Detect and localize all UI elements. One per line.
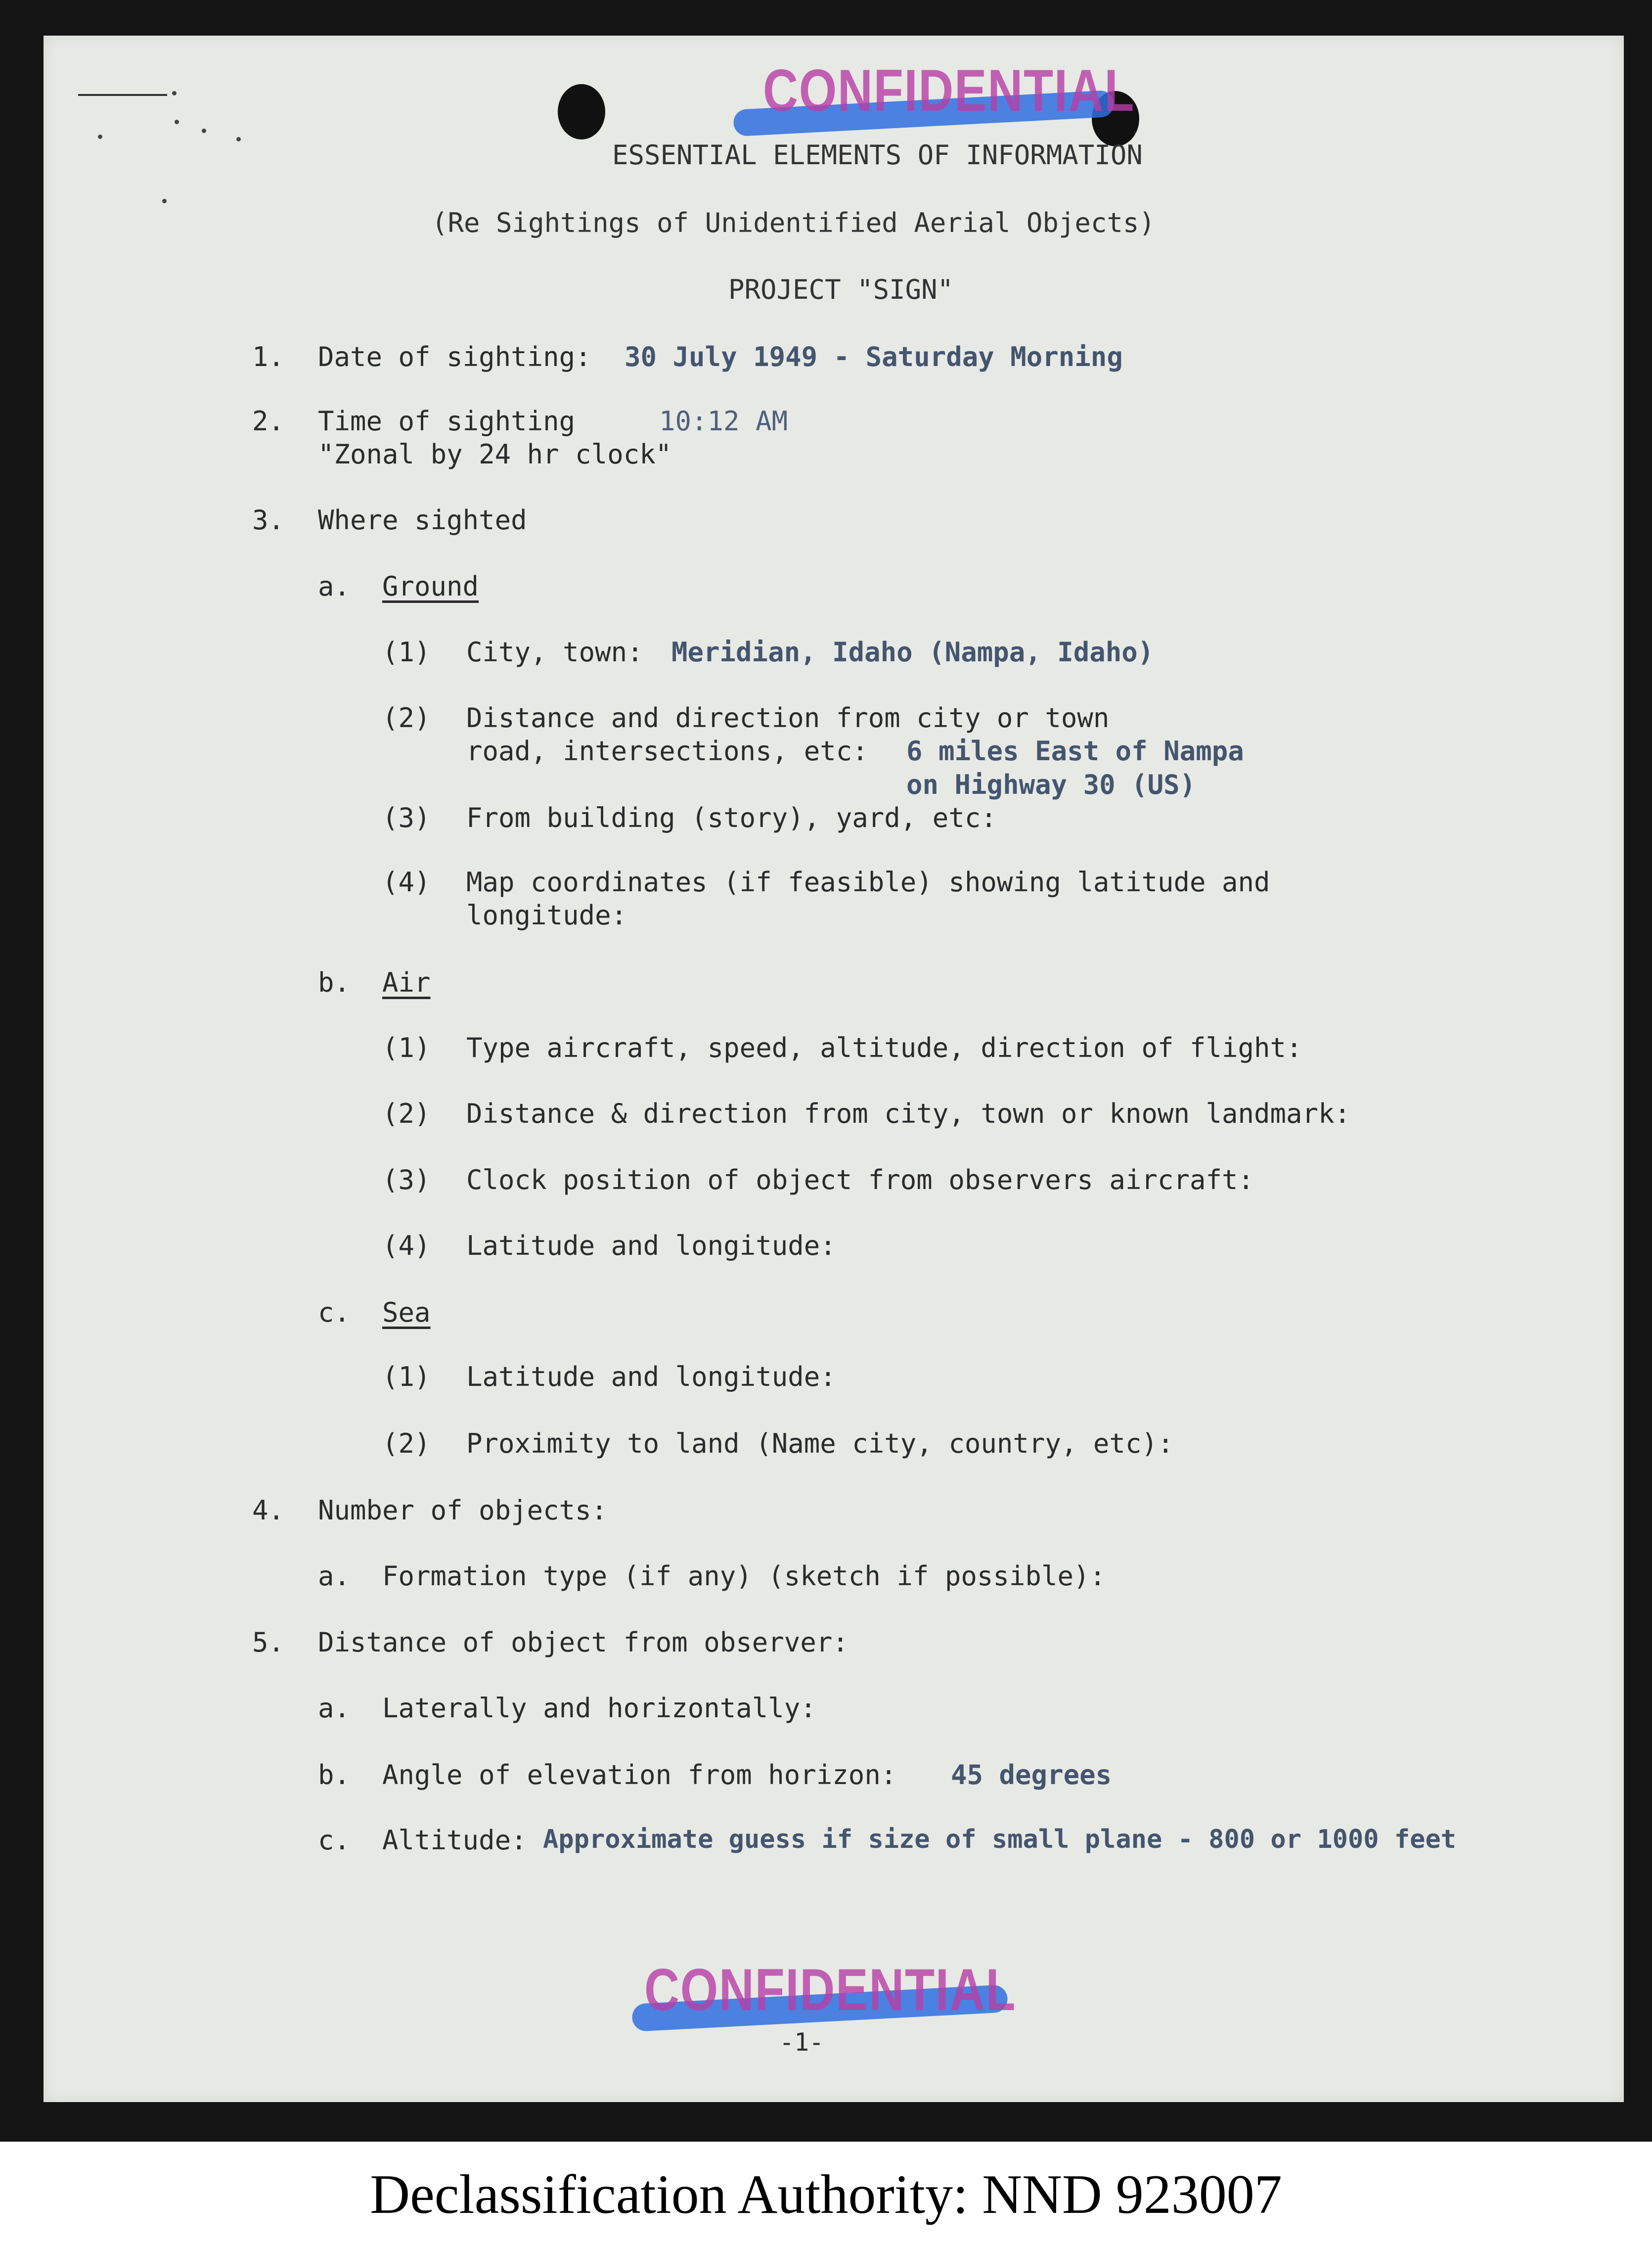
subitem-label: Map coordinates (if feasible) showing latitude and <box>466 867 1270 898</box>
subitem-label: Formation type (if any) (sketch if possible): <box>382 1560 1106 1592</box>
page-mark <box>162 199 167 203</box>
punch-hole <box>558 84 605 139</box>
altitude-answer: Approximate guess if size of small plane - 800 or 1000 feet <box>543 1825 1457 1854</box>
subitem-number: (4) <box>382 1230 431 1261</box>
location-answer: Meridian, Idaho (Nampa, Idaho) <box>671 637 1154 668</box>
subitem-label: Latitude and longitude: <box>466 1230 836 1261</box>
page-mark <box>175 120 179 124</box>
subitem-number: (2) <box>382 1428 431 1459</box>
subitem-letter: b. <box>318 1759 351 1790</box>
subitem-label: road, intersections, etc: <box>466 735 868 767</box>
item-label: Where sighted <box>318 505 527 536</box>
section-heading-sea: Sea <box>382 1297 431 1328</box>
item-number: 2. <box>252 406 285 437</box>
page-number: -1- <box>779 2028 824 2057</box>
declassification-footer <box>0 2142 1652 2248</box>
section-heading-ground: Ground <box>382 571 479 602</box>
page-mark <box>98 135 102 139</box>
subitem-letter: c. <box>318 1825 351 1856</box>
distance-answer: 6 miles East of Nampa <box>906 735 1244 767</box>
item-note: "Zonal by 24 hr clock" <box>318 439 672 470</box>
confidential-stamp-top: CONFIDENTIAL <box>733 56 1129 131</box>
subitem-number: (3) <box>382 1164 431 1195</box>
page-mark <box>236 137 241 141</box>
subitem-label: Latitude and longitude: <box>466 1361 836 1392</box>
item-label: Time of sighting <box>318 406 576 437</box>
item-number: 1. <box>252 341 285 372</box>
declassification-authority: Declassification Authority: NND 923007 <box>370 2164 1282 2225</box>
date-answer: 30 July 1949 - Saturday Morning <box>625 341 1123 372</box>
document-title: ESSENTIAL ELEMENTS OF INFORMATION <box>612 139 1143 171</box>
subitem-label: City, town: <box>466 637 643 668</box>
subitem-label: Altitude: <box>382 1825 527 1856</box>
project-name: PROJECT "SIGN" <box>728 274 954 305</box>
subitem-letter: a. <box>318 1693 351 1724</box>
subitem-label: Angle of elevation from horizon: <box>382 1759 897 1790</box>
document-subtitle: (Re Sightings of Unidentified Aerial Objects) <box>432 207 1155 238</box>
subitem-number: (4) <box>382 867 431 898</box>
confidential-stamp-bottom: CONFIDENTIAL <box>632 1956 1018 2045</box>
item-label: Distance of object from observer: <box>318 1627 848 1658</box>
subitem-label: Clock position of object from observers aircraft: <box>466 1164 1254 1195</box>
document-page <box>44 36 1624 2102</box>
elevation-answer: 45 degrees <box>951 1759 1112 1790</box>
subitem-letter: b. <box>318 967 351 998</box>
subitem-number: (2) <box>382 702 431 734</box>
item-label: Number of objects: <box>318 1495 608 1526</box>
subitem-label: Type aircraft, speed, altitude, direction of flight: <box>466 1032 1302 1063</box>
subitem-number: (1) <box>382 1361 431 1392</box>
subitem-label: Distance and direction from city or town <box>466 702 1110 734</box>
subitem-letter: a. <box>318 1560 351 1592</box>
item-label: Date of sighting: <box>318 341 591 372</box>
subitem-number: (3) <box>382 802 431 833</box>
subitem-label: longitude: <box>466 900 627 931</box>
page-mark <box>78 94 167 96</box>
subitem-number: (2) <box>382 1098 431 1129</box>
time-answer: 10:12 AM <box>659 406 788 437</box>
subitem-number: (1) <box>382 1032 431 1063</box>
subitem-letter: a. <box>318 571 351 602</box>
item-number: 5. <box>252 1627 285 1658</box>
distance-answer: on Highway 30 (US) <box>906 769 1196 800</box>
subitem-label: Laterally and horizontally: <box>382 1693 816 1724</box>
subitem-label: Proximity to land (Name city, country, etc): <box>466 1428 1174 1459</box>
section-heading-air: Air <box>382 967 431 998</box>
subitem-label: Distance & direction from city, town or known landmark: <box>466 1098 1351 1129</box>
subitem-label: From building (story), yard, etc: <box>466 802 997 833</box>
page-mark <box>172 91 177 95</box>
item-number: 3. <box>252 505 285 536</box>
subitem-letter: c. <box>318 1297 351 1328</box>
subitem-number: (1) <box>382 637 431 668</box>
page-mark <box>202 129 206 133</box>
item-number: 4. <box>252 1495 285 1526</box>
